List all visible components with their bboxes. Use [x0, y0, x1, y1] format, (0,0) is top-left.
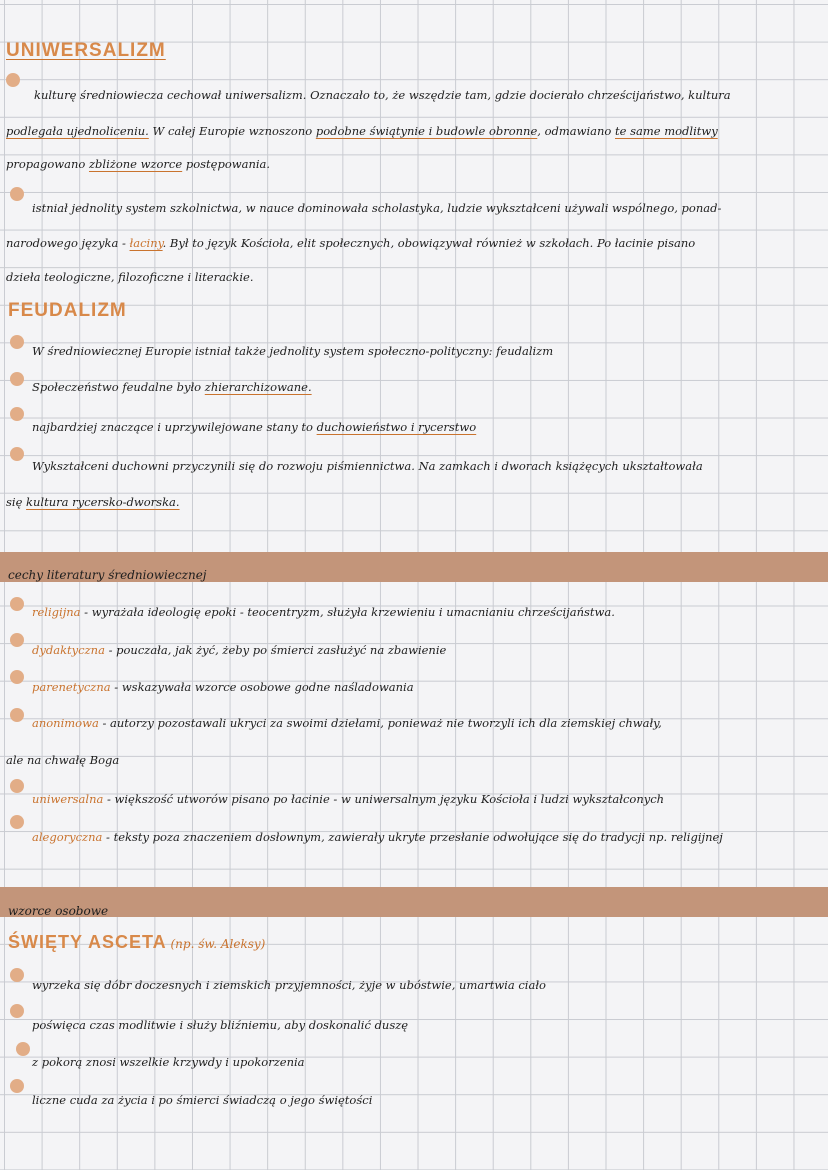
- text: Społeczeństwo feudalne było: [32, 380, 205, 394]
- cechy-term: anonimowa: [32, 716, 99, 730]
- wzorce-item: poświęca czas modlitwie i służy bliźniemu, aby doskonalić duszę: [32, 1018, 409, 1032]
- cechy-text: - wskazywała wzorce osobowe godne naśladowania: [110, 680, 414, 694]
- cechy-item: [32, 792, 664, 806]
- feudalizm-b4: Wykształceni duchowni przyczynili się do rozwoju piśmiennictwa. Na zamkach i dworach książęcych ukształtowała: [32, 459, 703, 473]
- text: . Był to język Kościoła, elit społecznych, obowiązywał również w szkołach. Po łacinie pisano: [162, 236, 696, 250]
- bullet-dot: [10, 968, 24, 982]
- section-band: [0, 887, 828, 917]
- heading-note: (np. św. Aleksy): [166, 937, 266, 951]
- heading-swiety-asceta: [8, 932, 265, 953]
- bullet-dot: [10, 1004, 24, 1018]
- cechy-text: - autorzy pozostawali ukryci za swoimi dziełami, ponieważ nie tworzyli ich dla ziemskiej chwały,: [98, 716, 662, 730]
- text: narodowego języka -: [6, 236, 130, 250]
- band-title-wzorce: wzorce osobowe: [8, 904, 109, 918]
- text-underlined: kultura rycersko-dworska.: [26, 495, 180, 509]
- bullet-dot: [10, 815, 24, 829]
- heading-uniwersalizm: UNIWERSALIZM: [6, 40, 166, 61]
- uniwersalizm-p1-line2: [6, 124, 718, 138]
- text: najbardziej znaczące i uprzywilejowane stany to: [32, 420, 317, 434]
- text: propagowano: [6, 157, 89, 171]
- cechy-item: [32, 716, 662, 730]
- bullet-dot: [10, 447, 24, 461]
- text: W całej Europie wznoszono: [148, 124, 316, 138]
- bullet-dot: [10, 187, 24, 201]
- uniwersalizm-p2-line3: dzieła teologiczne, filozoficzne i literackie.: [6, 270, 254, 284]
- cechy-item: [32, 605, 615, 619]
- bullet-dot: [16, 1042, 30, 1056]
- wzorce-item: wyrzeka się dóbr doczesnych i ziemskich przyjemności, żyje w ubóstwie, umartwia ciało: [32, 978, 546, 992]
- text-underlined: zbliżone wzorce: [88, 157, 183, 171]
- text-underlined: zhierarchizowane.: [204, 380, 312, 394]
- wzorce-item: z pokorą znosi wszelkie krzywdy i upokorzenia: [32, 1055, 305, 1069]
- feudalizm-b3: [32, 420, 476, 434]
- bullet-dot: [10, 1079, 24, 1093]
- uniwersalizm-p1-line3: [6, 157, 270, 171]
- uniwersalizm-p2-line2: [6, 236, 695, 250]
- text-underlined: podlegała ujednoliceniu.: [6, 124, 149, 138]
- bullet-dot: [10, 372, 24, 386]
- text-underlined: te same modlitwy: [615, 124, 718, 138]
- bullet-dot: [10, 335, 24, 349]
- bullet-dot: [6, 73, 20, 87]
- band-title-cechy: cechy literatury średniowiecznej: [8, 568, 207, 582]
- cechy-text: - większość utworów pisano po łacinie - w uniwersalnym języku Kościoła i ludzi wykształconych: [103, 792, 665, 806]
- cechy-term: uniwersalna: [32, 792, 104, 806]
- cechy-term: dydaktyczna: [32, 643, 105, 657]
- heading-text: ŚWIĘTY ASCETA: [8, 932, 167, 952]
- text-underlined: podobne świątynie i budowle obronne: [315, 124, 538, 138]
- cechy-text: - pouczała, jak żyć, żeby po śmierci zasłużyć na zbawienie: [104, 643, 447, 657]
- cechy-item-cont: ale na chwałę Boga: [6, 753, 120, 767]
- bullet-dot: [10, 670, 24, 684]
- uniwersalizm-p1-line1: kulturę średniowiecza cechował uniwersalizm. Oznaczało to, że wszędzie tam, gdzie docierało chrześcijaństwo, kultura: [34, 88, 731, 102]
- feudalizm-b4-cont: [6, 495, 180, 509]
- cechy-term: parenetyczna: [32, 680, 111, 694]
- text: się: [6, 495, 27, 509]
- wzorce-item: liczne cuda za życia i po śmierci świadczą o jego świętości: [32, 1093, 373, 1107]
- cechy-term: religijna: [32, 605, 81, 619]
- cechy-term: alegoryczna: [32, 830, 103, 844]
- text-underlined: duchowieństwo i rycerstwo: [316, 420, 477, 434]
- cechy-item: [32, 830, 723, 844]
- bullet-dot: [10, 708, 24, 722]
- bullet-dot: [10, 407, 24, 421]
- heading-feudalizm: FEUDALIZM: [8, 300, 127, 321]
- feudalizm-b1: W średniowiecznej Europie istniał także jednolity system społeczno-polityczny: feudalizm: [32, 344, 554, 358]
- cechy-item: [32, 680, 414, 694]
- bullet-dot: [10, 633, 24, 647]
- cechy-item: [32, 643, 446, 657]
- text-highlight: łaciny: [129, 236, 163, 250]
- uniwersalizm-p2-line1: istniał jednolity system szkolnictwa, w nauce dominowała scholastyka, ludzie wykształceni używali wspólnego, ponad-: [32, 201, 722, 215]
- bullet-dot: [10, 597, 24, 611]
- feudalizm-b2: [32, 380, 312, 394]
- cechy-text: - teksty poza znaczeniem dosłownym, zawierały ukryte przesłanie odwołujące się do tradycji np. religijnej: [102, 830, 723, 844]
- text: , odmawiano: [537, 124, 615, 138]
- cechy-text: - wyrażała ideologię epoki - teocentryzm, służyła krzewieniu i umacnianiu chrześcijaństwa.: [80, 605, 615, 619]
- text: postępowania.: [182, 157, 271, 171]
- bullet-dot: [10, 779, 24, 793]
